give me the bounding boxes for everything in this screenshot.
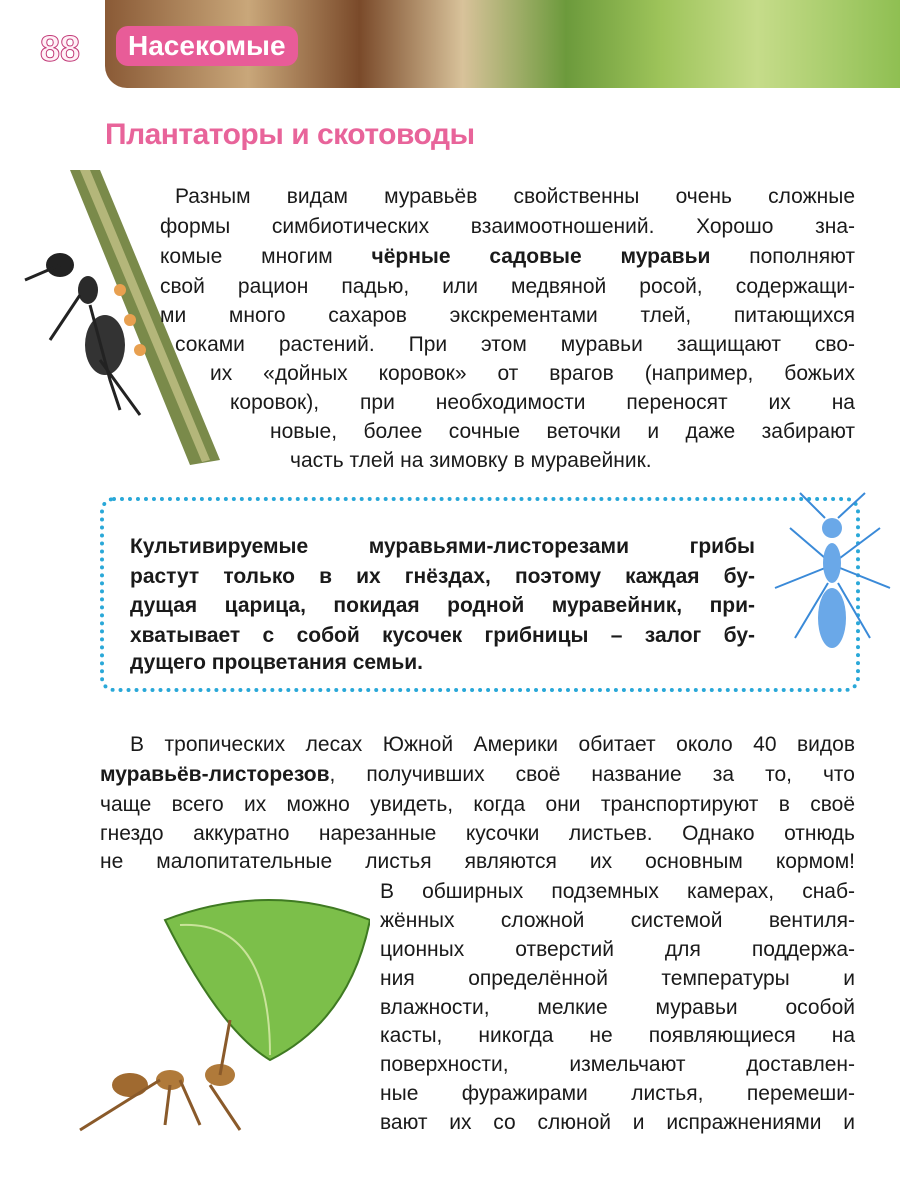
paragraph-line bbox=[290, 448, 720, 474]
text-segment: дущая царица, покидая родной муравейник, при- bbox=[130, 594, 755, 617]
text-segment: Разным видам муравьёв свойственны очень сложные bbox=[175, 185, 855, 208]
paragraph-line bbox=[100, 849, 855, 875]
text-segment: формы симбиотических взаимоотношений. Хорошо зна- bbox=[160, 215, 855, 238]
paragraph-line bbox=[100, 821, 855, 847]
paragraph-line bbox=[380, 1052, 855, 1078]
text-segment: комые многим bbox=[160, 245, 372, 268]
text-segment: коровок), при необходимости переносят их на bbox=[230, 391, 855, 414]
text-segment: дущего процветания семьи. bbox=[130, 651, 423, 674]
paragraph-line bbox=[380, 1081, 855, 1107]
leafcutter-ant-illustration bbox=[70, 880, 370, 1140]
blue-ant-icon bbox=[770, 488, 895, 688]
text-segment: часть тлей на зимовку в муравейник. bbox=[290, 449, 652, 472]
paragraph-line bbox=[380, 937, 855, 963]
paragraph-line bbox=[100, 792, 855, 818]
paragraph-line bbox=[380, 908, 855, 934]
paragraph-line bbox=[380, 1023, 855, 1049]
paragraph-line bbox=[175, 184, 855, 210]
text-segment: жённых сложной системой вентиля- bbox=[380, 909, 855, 932]
text-segment: ционных отверстий для поддержа- bbox=[380, 938, 855, 961]
callout-line bbox=[130, 564, 755, 590]
text-segment: В обширных подземных камерах, снаб- bbox=[380, 880, 855, 903]
callout-line bbox=[130, 650, 480, 676]
paragraph-line bbox=[230, 390, 855, 416]
paragraph-line bbox=[160, 244, 855, 270]
bold-term: чёрные садовые муравьи bbox=[371, 245, 711, 268]
text-segment: соками растений. При этом муравьи защищают сво- bbox=[175, 333, 855, 356]
paragraph-line bbox=[160, 214, 855, 240]
paragraph-line bbox=[270, 419, 855, 445]
text-segment: вают их со слюной и испражнениями и bbox=[380, 1111, 855, 1134]
bold-term: муравьёв-листорезов bbox=[100, 763, 330, 786]
page-title: Плантаторы и скотоводы bbox=[105, 118, 475, 151]
text-segment: новые, более сочные веточки и даже забирают bbox=[270, 420, 855, 443]
text-segment: хватывает с собой кусочек грибницы – залог бу- bbox=[130, 624, 755, 647]
text-segment: ные фуражирами листья, перемеши- bbox=[380, 1082, 855, 1105]
text-segment: пополняют bbox=[710, 245, 855, 268]
page-number: 88 bbox=[40, 28, 81, 69]
text-segment: Культивируемые муравьями-листорезами грибы bbox=[130, 535, 755, 558]
text-segment: касты, никогда не появляющиеся на bbox=[380, 1024, 855, 1047]
paragraph-line bbox=[210, 361, 855, 387]
text-segment: ния определённой температуры и bbox=[380, 967, 855, 990]
paragraph-line bbox=[100, 762, 855, 788]
paragraph-line bbox=[130, 732, 855, 758]
text-segment: , получивших своё название за то, что bbox=[329, 763, 855, 786]
text-segment: влажности, мелкие муравьи особой bbox=[380, 996, 855, 1019]
callout-line bbox=[130, 534, 755, 560]
text-segment: чаще всего их можно увидеть, когда они транспортируют в своё bbox=[100, 793, 855, 816]
paragraph-line bbox=[160, 303, 855, 329]
text-segment: гнездо аккуратно нарезанные кусочки листьев. Однако отнюдь bbox=[100, 822, 855, 845]
paragraph-line bbox=[380, 995, 855, 1021]
text-segment: свой рацион падью, или медвяной росой, содержащи- bbox=[160, 275, 855, 298]
paragraph-line bbox=[380, 1110, 855, 1136]
paragraph-line bbox=[175, 332, 855, 358]
text-segment: растут только в их гнёздах, поэтому каждая бу- bbox=[130, 565, 755, 588]
paragraph-line bbox=[160, 274, 855, 300]
section-label: Насекомые bbox=[116, 26, 298, 66]
text-segment: В тропических лесах Южной Америки обитает около 40 видов bbox=[130, 733, 855, 756]
paragraph-line bbox=[380, 879, 855, 905]
paragraph-line bbox=[380, 966, 855, 992]
callout-line bbox=[130, 623, 755, 649]
text-segment: не малопитательные листья являются их основным кормом! bbox=[100, 850, 855, 873]
text-segment: поверхности, измельчают доставлен- bbox=[380, 1053, 855, 1076]
text-segment: ми много сахаров экскрементами тлей, питающихся bbox=[160, 304, 855, 327]
callout-line bbox=[130, 593, 755, 619]
text-segment: их «дойных коровок» от врагов (например, божьих bbox=[210, 362, 855, 385]
